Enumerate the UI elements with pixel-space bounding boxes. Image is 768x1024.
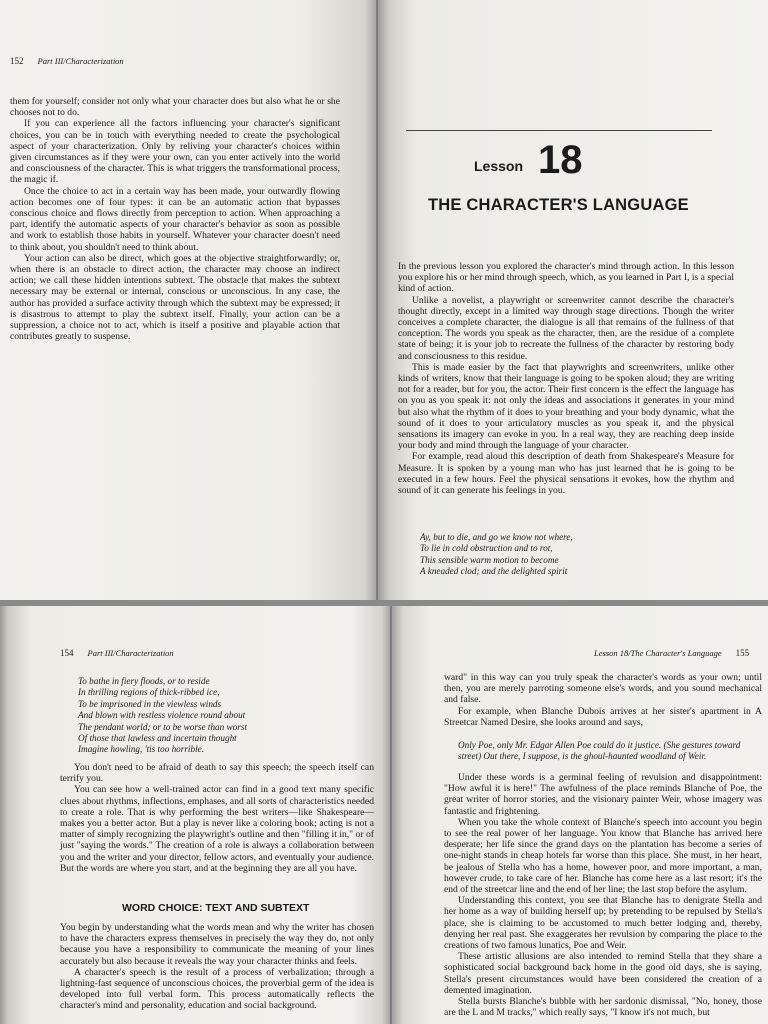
running-head-title: Part III/Characterization bbox=[87, 648, 174, 658]
paragraph: If you can experience all the factors influencing your character's significant choices, you can be in touch with everything needed to create the psychological aspect of your characterization. Only by reliving your character's choices within given circumstances as if they were your own, can you enter actively into the world and consciousness of the character. This is what triggers the transformational process, the magic if. bbox=[10, 118, 340, 186]
page-153 bbox=[378, 0, 768, 600]
lesson-label: Lesson bbox=[474, 158, 524, 174]
chapter-rule bbox=[406, 130, 712, 131]
verse-line: This sensible warm motion to become bbox=[420, 554, 559, 565]
paragraph: ward" in this way can you truly speak the character's words as your own; until then, you are merely parroting someone else's words, and you sound mechanical and false. bbox=[444, 672, 762, 706]
verse-line: To lie in cold obstruction and to rot, bbox=[420, 543, 553, 554]
verse-block bbox=[420, 532, 573, 578]
running-head bbox=[594, 648, 749, 658]
paragraph: Your action can also be direct, which goes at the objective straightforwardly; or, when there is an obstacle to direct action, the character may choose an indirect action; we call these hidden intentions subtext. The obstacle that makes the subtext necessary may be external or internal, conscious or unconscious. In any case, the author has provided a surface activity through which the subtext may be expressed; it is disastrous to attempt to play the subtext itself. Finally, your action can be a suppression, a choice not to act, which is itself a positive and playable action that contributes greatly to suspense. bbox=[10, 252, 340, 343]
paragraph: Stella bursts Blanche's bubble with her sardonic dismissal, "No, honey, those are the L and M tracks," which really says, "I know it's not much, but bbox=[444, 996, 762, 1019]
paragraph: When you take the whole context of Blanche's speech into account you begin to see the real power of her language. You know that Blanche has arrived here desperate; her life since the grand days on the plantation has become a series of one-night stands in cheap hotels far worse than this place. She must, in her heart, be jealous of Stella who has a home, however poor, and more important, a man, however crude, to take care of her. Blanche has come here as a last resort; it's the end of the streetcar line and the end of her line; the last stop before the asylum. bbox=[444, 816, 762, 896]
verse-block bbox=[78, 676, 247, 756]
body-text bbox=[398, 261, 734, 496]
page-number: 154 bbox=[60, 648, 74, 658]
section-heading: WORD CHOICE: TEXT AND SUBTEXT bbox=[122, 902, 310, 914]
paragraph: You begin by understanding what the words mean and why the writer has chosen to have the characters express themselves in precisely the way they do, not only because you have a responsibility to communicate the meaning of your lines accurately but also because it reveals the way your character thinks and feels. bbox=[60, 922, 374, 967]
verse-line: The pendant world; or to be worse than worst bbox=[78, 721, 247, 732]
page-number: 155 bbox=[735, 648, 750, 658]
paragraph: These artistic allusions are also intended to remind Stella that they share a sophisticated social background back home in the good old days, she is saying, Stella's present circumstances would have been considered the creation of a demented imagination. bbox=[444, 951, 762, 996]
body-text bbox=[60, 762, 374, 874]
running-head bbox=[10, 56, 124, 66]
lesson-number: 18 bbox=[538, 138, 583, 182]
running-head-title: Lesson 18/The Character's Language bbox=[594, 648, 722, 658]
verse-line: Imagine howling, 'tis too horrible. bbox=[78, 744, 204, 755]
paragraph: This is made easier by the fact that playwrights and screenwriters, unlike other kinds of writers, know that their language is going to be spoken aloud; they are writing not for a reader, but for you, the actor. Their first concern is the effect the language has on you as you speak it: not only the ideas and associations it generates in your mind but also what the rhythm of it does to your breathing and your body dynamic, what the sound of it does to your articulatory muscles as you speak it, and the physical sensations its imagery can evoke in you. In a real way, they are reaching deep inside your body and mind through the language of your character. bbox=[398, 361, 734, 452]
chapter-title: THE CHARACTER'S LANGUAGE bbox=[428, 196, 689, 214]
verse-line: To be imprisoned in the viewless winds bbox=[78, 698, 222, 709]
page-152 bbox=[0, 0, 376, 600]
paragraph: A character's speech is the result of a process of verbalization; through a lightning-fast sequence of unconscious choices, the proverbial germ of the idea is developed into full verbal form. This process automatically reflects the character's mind and personality, education and social background. bbox=[60, 966, 374, 1012]
page-154 bbox=[0, 606, 390, 1024]
page-155 bbox=[392, 606, 768, 1024]
paragraph: For example, when Blanche Dubois arrives at her sister's apartment in A Streetcar Named Desire, she looks around and says, bbox=[444, 705, 762, 728]
verse-line: In thrilling regions of thick-ribbed ice, bbox=[78, 687, 220, 698]
paragraph: In the previous lesson you explored the character's mind through action. In this lesson you explore his or her mind through speech, which, as you learned in Part I, is a special kind of action. bbox=[398, 261, 734, 295]
section-text bbox=[60, 922, 374, 1012]
verse-line: Of those that lawless and incertain thought bbox=[78, 733, 237, 744]
body-text-continued bbox=[444, 772, 762, 1018]
verse-line: Ay, but to die, and go we know not where, bbox=[420, 532, 573, 542]
running-head-title: Part III/Characterization bbox=[37, 56, 124, 66]
quote-block: Only Poe, only Mr. Edgar Allen Poe could do it justice. (She gestures toward street) Out there, I suppose, is the ghoul-haunted woodland of Weir. bbox=[458, 740, 741, 761]
paragraph: For example, read aloud this description of death from Shakespeare's Measure for Measure. It is spoken by a young man who has just learned that he is going to be executed in a few hours. Feel the physical sensations it evokes, how the rhythm and sound of it can generate his feelings in you. bbox=[398, 451, 734, 497]
paragraph: Under these words is a germinal feeling of revulsion and disappointment: "How awful it is here!" The awfulness of the place reminds Blanche of Poe, the great writer of horror stories, and the visionary painter Weir, whose imagery was fantastic and frightening. bbox=[444, 772, 762, 817]
paragraph: You don't need to be afraid of death to say this speech; the speech itself can terrify you. bbox=[60, 762, 374, 785]
body-text bbox=[10, 96, 340, 342]
paragraph: Unlike a novelist, a playwright or screenwriter cannot describe the character's thought directly, except in a limited way through stage directions. Though the writer conceives a complete character, the dialogue is all that remains of the fullness of that conception. The words you speak as the character, then, are the residue of a complete state of being; it is your job to recreate the fullness of the character by restoring body and consciousness to this residue. bbox=[398, 294, 734, 362]
paragraph: Understanding this context, you see that Blanche has to denigrate Stella and her home as a way of building herself up; by pretending to be repulsed by Stella's place, she is claiming to be accustomed to much better lodging and, thereby, denying her real past. She exaggerates her revulsion by comparing the place to the creations of two famous lunatics, Poe and Weir. bbox=[444, 895, 762, 952]
page-number: 152 bbox=[10, 56, 24, 66]
body-text bbox=[444, 672, 762, 728]
paragraph: Once the choice to act in a certain way has been made, your outwardly flowing action becomes one of four types: it can be an automatic action that bypasses conscious choice and flows directly from perception to action. When approaching a part, identify the automatic aspects of your character's behavior as soon as possible and work to establish those habits in yourself. Whatever your character doesn't need to think about, you shouldn't need to think about. bbox=[10, 185, 340, 253]
verse-line: A kneaded clod; and the delighted spirit bbox=[420, 566, 568, 577]
paragraph: them for yourself; consider not only what your character does but also what he or she chooses not to do. bbox=[10, 96, 340, 119]
verse-line: And blown with restless violence round about bbox=[78, 710, 246, 721]
paragraph: You can see how a well-trained actor can find in a good text many specific clues about rhythms, inflections, emphases, and all sorts of characteristics needed to create a role. That is why performing the best writers—like Shakespeare—makes you a better actor. But a play is never like a coloring book; acting is not a matter of simply recognizing the playwright's outline and then "filling it in," or of just "saying the words." The creation of a role is always a collaboration between you and the writer and your director, fellow actors, and eventually your audience. But the words are where you start, and at the beginning they are all you have. bbox=[60, 784, 374, 874]
verse-line: To bathe in fiery floods, or to reside bbox=[78, 676, 210, 686]
running-head bbox=[60, 648, 174, 658]
